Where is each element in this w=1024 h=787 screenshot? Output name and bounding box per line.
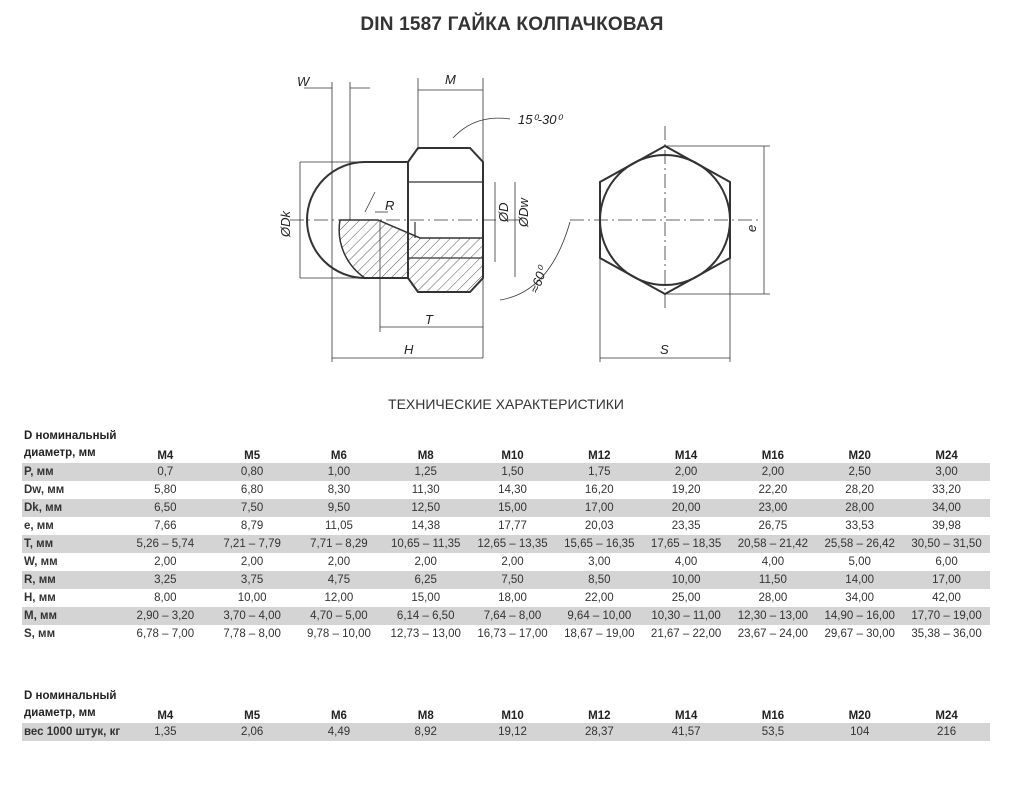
table-cell: 20,58 – 21,42	[730, 535, 817, 553]
table-row	[22, 499, 990, 517]
section-hatch	[339, 220, 483, 292]
table-cell: 7,71 – 8,29	[296, 535, 383, 553]
col-header: M5	[244, 710, 261, 722]
table-cell: 15,00	[469, 499, 556, 517]
table-cell: 6,00	[935, 556, 958, 568]
row-label: M, мм	[22, 607, 122, 625]
col-header: M12	[588, 450, 611, 462]
col-header: M14	[674, 710, 698, 722]
table-cell: 25,58 – 26,42	[816, 535, 903, 553]
table-cell: 25,00	[671, 592, 701, 604]
table-cell: 2,06	[209, 723, 296, 741]
table-cell: 3,00	[588, 556, 611, 568]
table-cell: 1,25	[382, 463, 469, 481]
table-row	[22, 535, 990, 553]
section-title: ТЕХНИЧЕСКИЕ ХАРАКТЕРИСТИКИ	[388, 396, 624, 412]
col-header: M24	[935, 450, 958, 462]
table-cell: 14,00	[816, 571, 903, 589]
label-w: W	[297, 74, 310, 89]
table-row	[22, 517, 990, 535]
table-cell: 6,14 – 6,50	[382, 607, 469, 625]
table-cell: 16,20	[584, 484, 614, 496]
row-label: Dk, мм	[22, 499, 122, 517]
table-cell: 2,90 – 3,20	[122, 607, 209, 625]
table-cell: 15,00	[411, 592, 441, 604]
table-row	[22, 481, 990, 499]
table-cell: 28,37	[556, 723, 643, 741]
table-cell: 8,79	[240, 520, 264, 532]
table-cell: 17,00	[903, 571, 990, 589]
table-cell: 12,50	[382, 499, 469, 517]
table-cell: 23,00	[730, 499, 817, 517]
table-cell: 22,00	[584, 592, 614, 604]
table-cell: 216	[903, 723, 990, 741]
row-label: H, мм	[24, 592, 56, 604]
table-cell: 7,78 – 8,00	[223, 628, 281, 640]
row-label: e, мм	[24, 520, 54, 532]
label-s: S	[660, 342, 669, 357]
table-row	[22, 589, 990, 607]
table-cell: 17,65 – 18,35	[643, 535, 730, 553]
table-cell: 11,50	[730, 571, 817, 589]
table-cell: 11,05	[324, 520, 353, 532]
table-cell: 2,00	[240, 556, 264, 568]
row-label: S, мм	[24, 628, 56, 640]
table-cell: 3,70 – 4,00	[209, 607, 296, 625]
col-header: M4	[157, 450, 174, 462]
table-cell: 19,20	[671, 484, 701, 496]
table-cell: 18,00	[498, 592, 527, 604]
table-cell: 4,70 – 5,00	[296, 607, 383, 625]
table-cell: 1,00	[296, 463, 383, 481]
table-cell: 17,00	[556, 499, 643, 517]
table-cell: 9,50	[296, 499, 383, 517]
table-cell: 6,78 – 7,00	[136, 628, 195, 640]
table-cell: 3,25	[122, 571, 209, 589]
label-e: e	[744, 224, 759, 232]
table-cell: 9,64 – 10,00	[556, 607, 643, 625]
label-dw: ØDw	[516, 198, 531, 227]
table-cell: 23,35	[671, 520, 701, 532]
table-cell: 53,5	[730, 723, 817, 741]
table-cell: 10,30 – 11,00	[643, 607, 730, 625]
table-cell: 8,30	[327, 484, 351, 496]
table-header-row	[22, 688, 990, 723]
col-header: M6	[330, 710, 347, 722]
table-cell: 4,00	[761, 556, 785, 568]
table-cell: 3,00	[903, 463, 990, 481]
table-cell: 14,90 – 16,00	[816, 607, 903, 625]
row-label: R, мм	[22, 571, 122, 589]
table-cell: 14,38	[411, 520, 441, 532]
table-cell: 2,50	[816, 463, 903, 481]
table-cell: 6,80	[240, 484, 264, 496]
label-r: R	[385, 198, 395, 213]
table-row	[22, 553, 990, 571]
table-row	[22, 463, 990, 481]
table-cell: 4,00	[674, 556, 698, 568]
row-label: P, мм	[22, 463, 122, 481]
table-cell: 6,50	[122, 499, 209, 517]
table-cell: 10,00	[237, 592, 267, 604]
table-cell: 0,80	[209, 463, 296, 481]
col-header: M4	[157, 710, 174, 722]
table-cell: 18,67 – 19,00	[564, 628, 635, 640]
table-cell: 0,7	[122, 463, 209, 481]
table-cell: 12,65 – 13,35	[469, 535, 556, 553]
table-cell: 35,38 – 36,00	[911, 628, 982, 640]
col-header: M12	[588, 710, 611, 722]
table-cell: 16,73 – 17,00	[477, 628, 548, 640]
header-label: D номинальный диаметр, мм	[24, 430, 117, 459]
table-cell: 33,53	[845, 520, 875, 532]
col-header: M20	[848, 710, 871, 722]
table-cell: 2,00	[730, 463, 817, 481]
table-cell: 10,65 – 11,35	[382, 535, 469, 553]
table-cell: 28,20	[845, 484, 875, 496]
table-cell: 5,80	[154, 484, 177, 496]
label-d: ØD	[496, 202, 511, 222]
row-label: W, мм	[24, 556, 58, 568]
table-cell: 29,67 – 30,00	[824, 628, 895, 640]
table-cell: 2,00	[154, 556, 177, 568]
table-cell: 4,75	[296, 571, 383, 589]
col-header: M10	[501, 450, 524, 462]
table-cell: 28,00	[816, 499, 903, 517]
table-cell: 17,70 – 19,00	[903, 607, 990, 625]
label-m: M	[445, 72, 456, 87]
label-t: T	[425, 312, 433, 327]
table-cell: 10,00	[643, 571, 730, 589]
table-cell: 8,50	[556, 571, 643, 589]
label-h: H	[404, 342, 414, 357]
table-cell: 5,00	[848, 556, 871, 568]
page-title: DIN 1587 ГАЙКА КОЛПАЧКОВАЯ	[360, 14, 664, 35]
row-label: T, мм	[22, 535, 122, 553]
col-header: M8	[417, 710, 434, 722]
label-dk: ØDk	[278, 211, 293, 237]
table-row	[22, 607, 990, 625]
table-cell: 17,77	[498, 520, 527, 532]
table-cell: 12,00	[324, 592, 354, 604]
table-cell: 1,75	[556, 463, 643, 481]
table-cell: 8,00	[154, 592, 177, 604]
col-header: M24	[935, 710, 958, 722]
table-cell: 9,78 – 10,00	[306, 628, 371, 640]
col-header: M16	[761, 450, 785, 462]
table-cell: 22,20	[758, 484, 788, 496]
header-label: D номинальный диаметр, мм	[24, 690, 117, 719]
table-cell: 2,00	[414, 556, 437, 568]
col-header: M6	[330, 450, 347, 462]
label-angle60: ≈60⁰	[526, 264, 550, 296]
specs-table	[22, 428, 990, 643]
table-cell: 3,75	[209, 571, 296, 589]
table-cell: 2,00	[643, 463, 730, 481]
table-cell: 19,12	[469, 723, 556, 741]
table-cell: 33,20	[932, 484, 961, 496]
table-cell: 12,73 – 13,00	[390, 628, 461, 640]
table-cell: 20,00	[643, 499, 730, 517]
front-view	[570, 126, 770, 362]
table-cell: 104	[816, 723, 903, 741]
table-cell: 7,64 – 8,00	[469, 607, 556, 625]
col-header: M10	[501, 710, 524, 722]
table-cell: 21,67 – 22,00	[650, 628, 722, 640]
table-cell: 1,35	[122, 723, 209, 741]
table-cell: 30,50 – 31,50	[903, 535, 990, 553]
table-cell: 7,66	[154, 520, 177, 532]
table-header-row	[22, 428, 990, 463]
col-header: M14	[674, 450, 698, 462]
col-header: M16	[761, 710, 785, 722]
weight-table	[22, 688, 990, 741]
table-cell: 1,50	[469, 463, 556, 481]
table-cell: 11,30	[411, 484, 440, 496]
table-cell: 7,50	[469, 571, 556, 589]
table-row	[22, 723, 990, 741]
table-cell: 7,50	[209, 499, 296, 517]
table-cell: 26,75	[758, 520, 788, 532]
table-cell: 39,98	[932, 520, 961, 532]
cap-nut-drawing	[270, 62, 790, 372]
table-cell: 23,67 – 24,00	[737, 628, 809, 640]
table-cell: 8,92	[382, 723, 469, 741]
table-row	[22, 625, 990, 643]
table-cell: 34,00	[845, 592, 875, 604]
table-row	[22, 571, 990, 589]
table-cell: 7,21 – 7,79	[209, 535, 296, 553]
table-cell: 2,00	[501, 556, 524, 568]
table-cell: 4,49	[296, 723, 383, 741]
row-label: Dw, мм	[24, 484, 65, 496]
label-angle: 15⁰-30⁰	[518, 112, 562, 127]
col-header: M5	[244, 450, 261, 462]
col-header: M20	[848, 450, 871, 462]
table-cell: 28,00	[758, 592, 788, 604]
table-cell: 41,57	[643, 723, 730, 741]
row-label: вес 1000 штук, кг	[22, 723, 122, 741]
table-cell: 15,65 – 16,35	[556, 535, 643, 553]
table-cell: 34,00	[903, 499, 990, 517]
table-cell: 6,25	[382, 571, 469, 589]
col-header: M8	[417, 450, 434, 462]
table-cell: 14,30	[498, 484, 527, 496]
table-cell: 5,26 – 5,74	[122, 535, 209, 553]
table-cell: 2,00	[327, 556, 351, 568]
table-cell: 20,03	[584, 520, 614, 532]
table-cell: 12,30 – 13,00	[730, 607, 817, 625]
table-cell: 42,00	[932, 592, 961, 604]
